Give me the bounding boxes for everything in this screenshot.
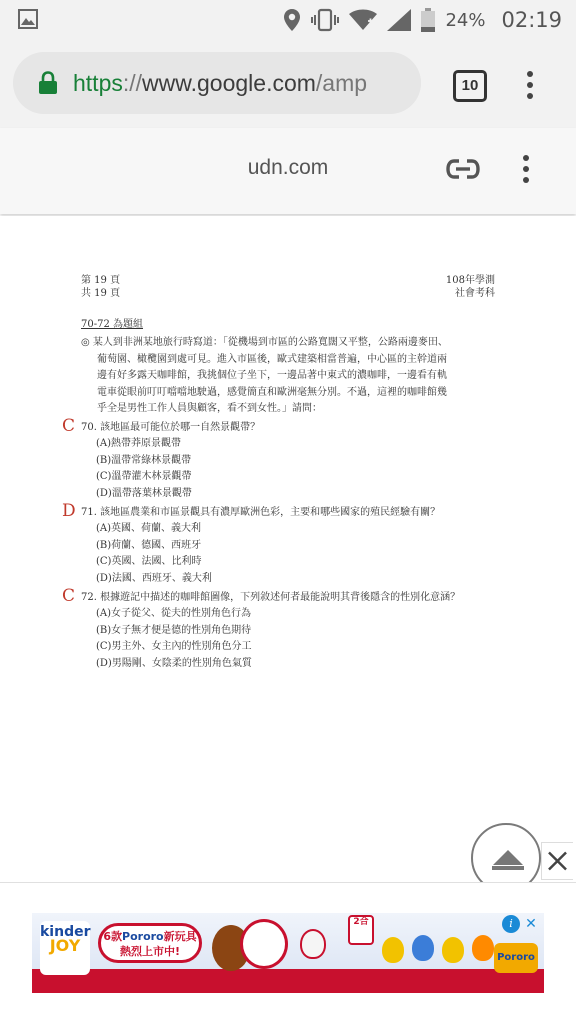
question-option: (B)女子無才便是德的性別角色期待 [96, 624, 252, 636]
passage-line: ◎ 某人到非洲某地旅行時寫道：「從機場到市區的公路寬闊又平整，公路兩邊麥田、 [81, 337, 448, 348]
menu-dot [527, 71, 533, 77]
arrow-up-bar [492, 866, 524, 870]
question-option: (D)男陽剛、女陰柔的性別角色氣質 [96, 657, 252, 669]
toy-character-image [382, 937, 404, 963]
tab-switcher-button[interactable]: 10 [453, 70, 487, 102]
url-fade [391, 52, 421, 114]
page-header-left [81, 274, 120, 300]
santa-character-image [300, 929, 326, 959]
passage-line: 邊有好多露天咖啡館，我挑個位子坐下，一邊品著中東式的濃咖啡，一邊看有軌 [97, 370, 447, 381]
reading-passage [81, 335, 497, 418]
amp-domain[interactable]: udn.com [247, 156, 329, 179]
wifi-icon [349, 9, 377, 31]
question-option: (C)男主外、女主內的性別角色分工 [96, 641, 252, 652]
battery-percent: 24% [445, 9, 486, 31]
browser-menu-button[interactable] [518, 68, 542, 102]
question-group-label: 70-72 為題組 [81, 319, 144, 330]
address-bar[interactable] [13, 52, 421, 114]
exam-year: 108年學測 [445, 275, 495, 286]
ad-banner[interactable] [32, 913, 544, 993]
passage-line: 葡萄園、橄欖園到處可見。進入市區後，歐式建築相當普遍，中心區的主幹道兩 [97, 353, 447, 365]
page-total: 共 19 頁 [81, 288, 121, 299]
question-71 [81, 505, 511, 587]
amp-menu-button[interactable] [514, 152, 538, 186]
question-option: (B)荷蘭、德國、西班牙 [96, 539, 202, 551]
pororo-logo: Pororo [494, 943, 538, 973]
link-icon[interactable] [446, 156, 480, 182]
ad-container [0, 882, 576, 1025]
vibrate-icon [311, 8, 339, 32]
passage-line: 電車從眼前叮叮噹噹地駛過，感覺簡直和歐洲毫無分別。不過，這裡的咖啡館幾 [97, 386, 447, 398]
answer-mark: C [62, 416, 76, 436]
url-scheme: https [73, 70, 123, 96]
question-stem: 71. 該地區農業和市區景觀具有濃厚歐洲色彩，主要和哪些國家的殖民經驗有關？ [81, 507, 441, 518]
gallery-icon [18, 9, 38, 29]
answer-mark: C [62, 586, 76, 606]
question-option: (D)法國、西班牙、義大利 [96, 572, 212, 584]
kinder-logo [40, 921, 90, 975]
question-option: (A)女子從父、從夫的性別角色行為 [96, 608, 252, 619]
logo-top-text: kinder [40, 924, 91, 940]
toy-egg-image [240, 919, 288, 969]
menu-dot [527, 82, 533, 88]
signal-icon [387, 9, 411, 31]
ad-headline-product: 新玩具 [163, 930, 197, 943]
question-stem: 70. 該地區最可能位於哪一自然景觀帶？ [81, 422, 261, 433]
question-stem: 72. 根據遊記中描述的咖啡館圖像，下列敘述何者最能說明其背後隱含的性別化意涵？ [81, 592, 461, 603]
logo-mid-text: JOY [49, 936, 81, 955]
status-bar [0, 0, 576, 40]
url-host: www.google.com [142, 70, 316, 96]
question-option: (A)熱帶莽原景觀帶 [96, 438, 182, 449]
toy-character-image [472, 935, 494, 961]
amp-viewer-header [0, 128, 576, 214]
ad-headline-count: 6款 [103, 930, 123, 943]
ad-headline-brand: Pororo [122, 930, 164, 943]
ad-badge: 2合 [348, 915, 374, 945]
question-option: (D)溫帶落葉林景觀帶 [96, 487, 192, 499]
url-text[interactable] [73, 52, 367, 114]
lock-icon[interactable] [38, 71, 58, 95]
menu-dot [523, 155, 529, 161]
battery-icon [421, 8, 435, 32]
page-header-right [446, 274, 495, 300]
toy-character-image [412, 935, 434, 961]
question-option: (B)溫帶常綠林景觀帶 [96, 454, 192, 466]
toy-character-image [442, 937, 464, 963]
arrow-up-icon [493, 850, 523, 865]
exam-subject: 社會考科 [455, 288, 495, 299]
menu-dot [523, 177, 529, 183]
question-option: (C)溫帶灌木林景觀帶 [96, 471, 192, 482]
passage-line: 乎全是男性工作人員與顧客，看不到女性。」請問： [97, 403, 322, 414]
ad-close-icon[interactable]: ✕ [525, 916, 537, 932]
menu-dot [523, 166, 529, 172]
answer-mark: D [62, 501, 76, 521]
question-72 [81, 590, 511, 672]
menu-dot [527, 93, 533, 99]
browser-toolbar [0, 40, 576, 128]
ad-headline [98, 923, 202, 963]
question-option: (C)英國、法國、比利時 [96, 556, 202, 567]
close-ad-icon[interactable] [541, 842, 573, 880]
url-path: /amp [315, 70, 368, 96]
location-icon [283, 8, 301, 32]
ad-headline-sub: 熱烈上市中! [119, 945, 181, 958]
ad-info-icon[interactable]: i [502, 915, 520, 933]
question-70 [81, 420, 511, 502]
page-number: 第 19 頁 [81, 275, 121, 286]
clock: 02:19 [501, 8, 562, 32]
question-option: (A)英國、荷蘭、義大利 [96, 523, 202, 534]
url-separator: :// [122, 70, 143, 96]
exam-page [0, 216, 576, 882]
